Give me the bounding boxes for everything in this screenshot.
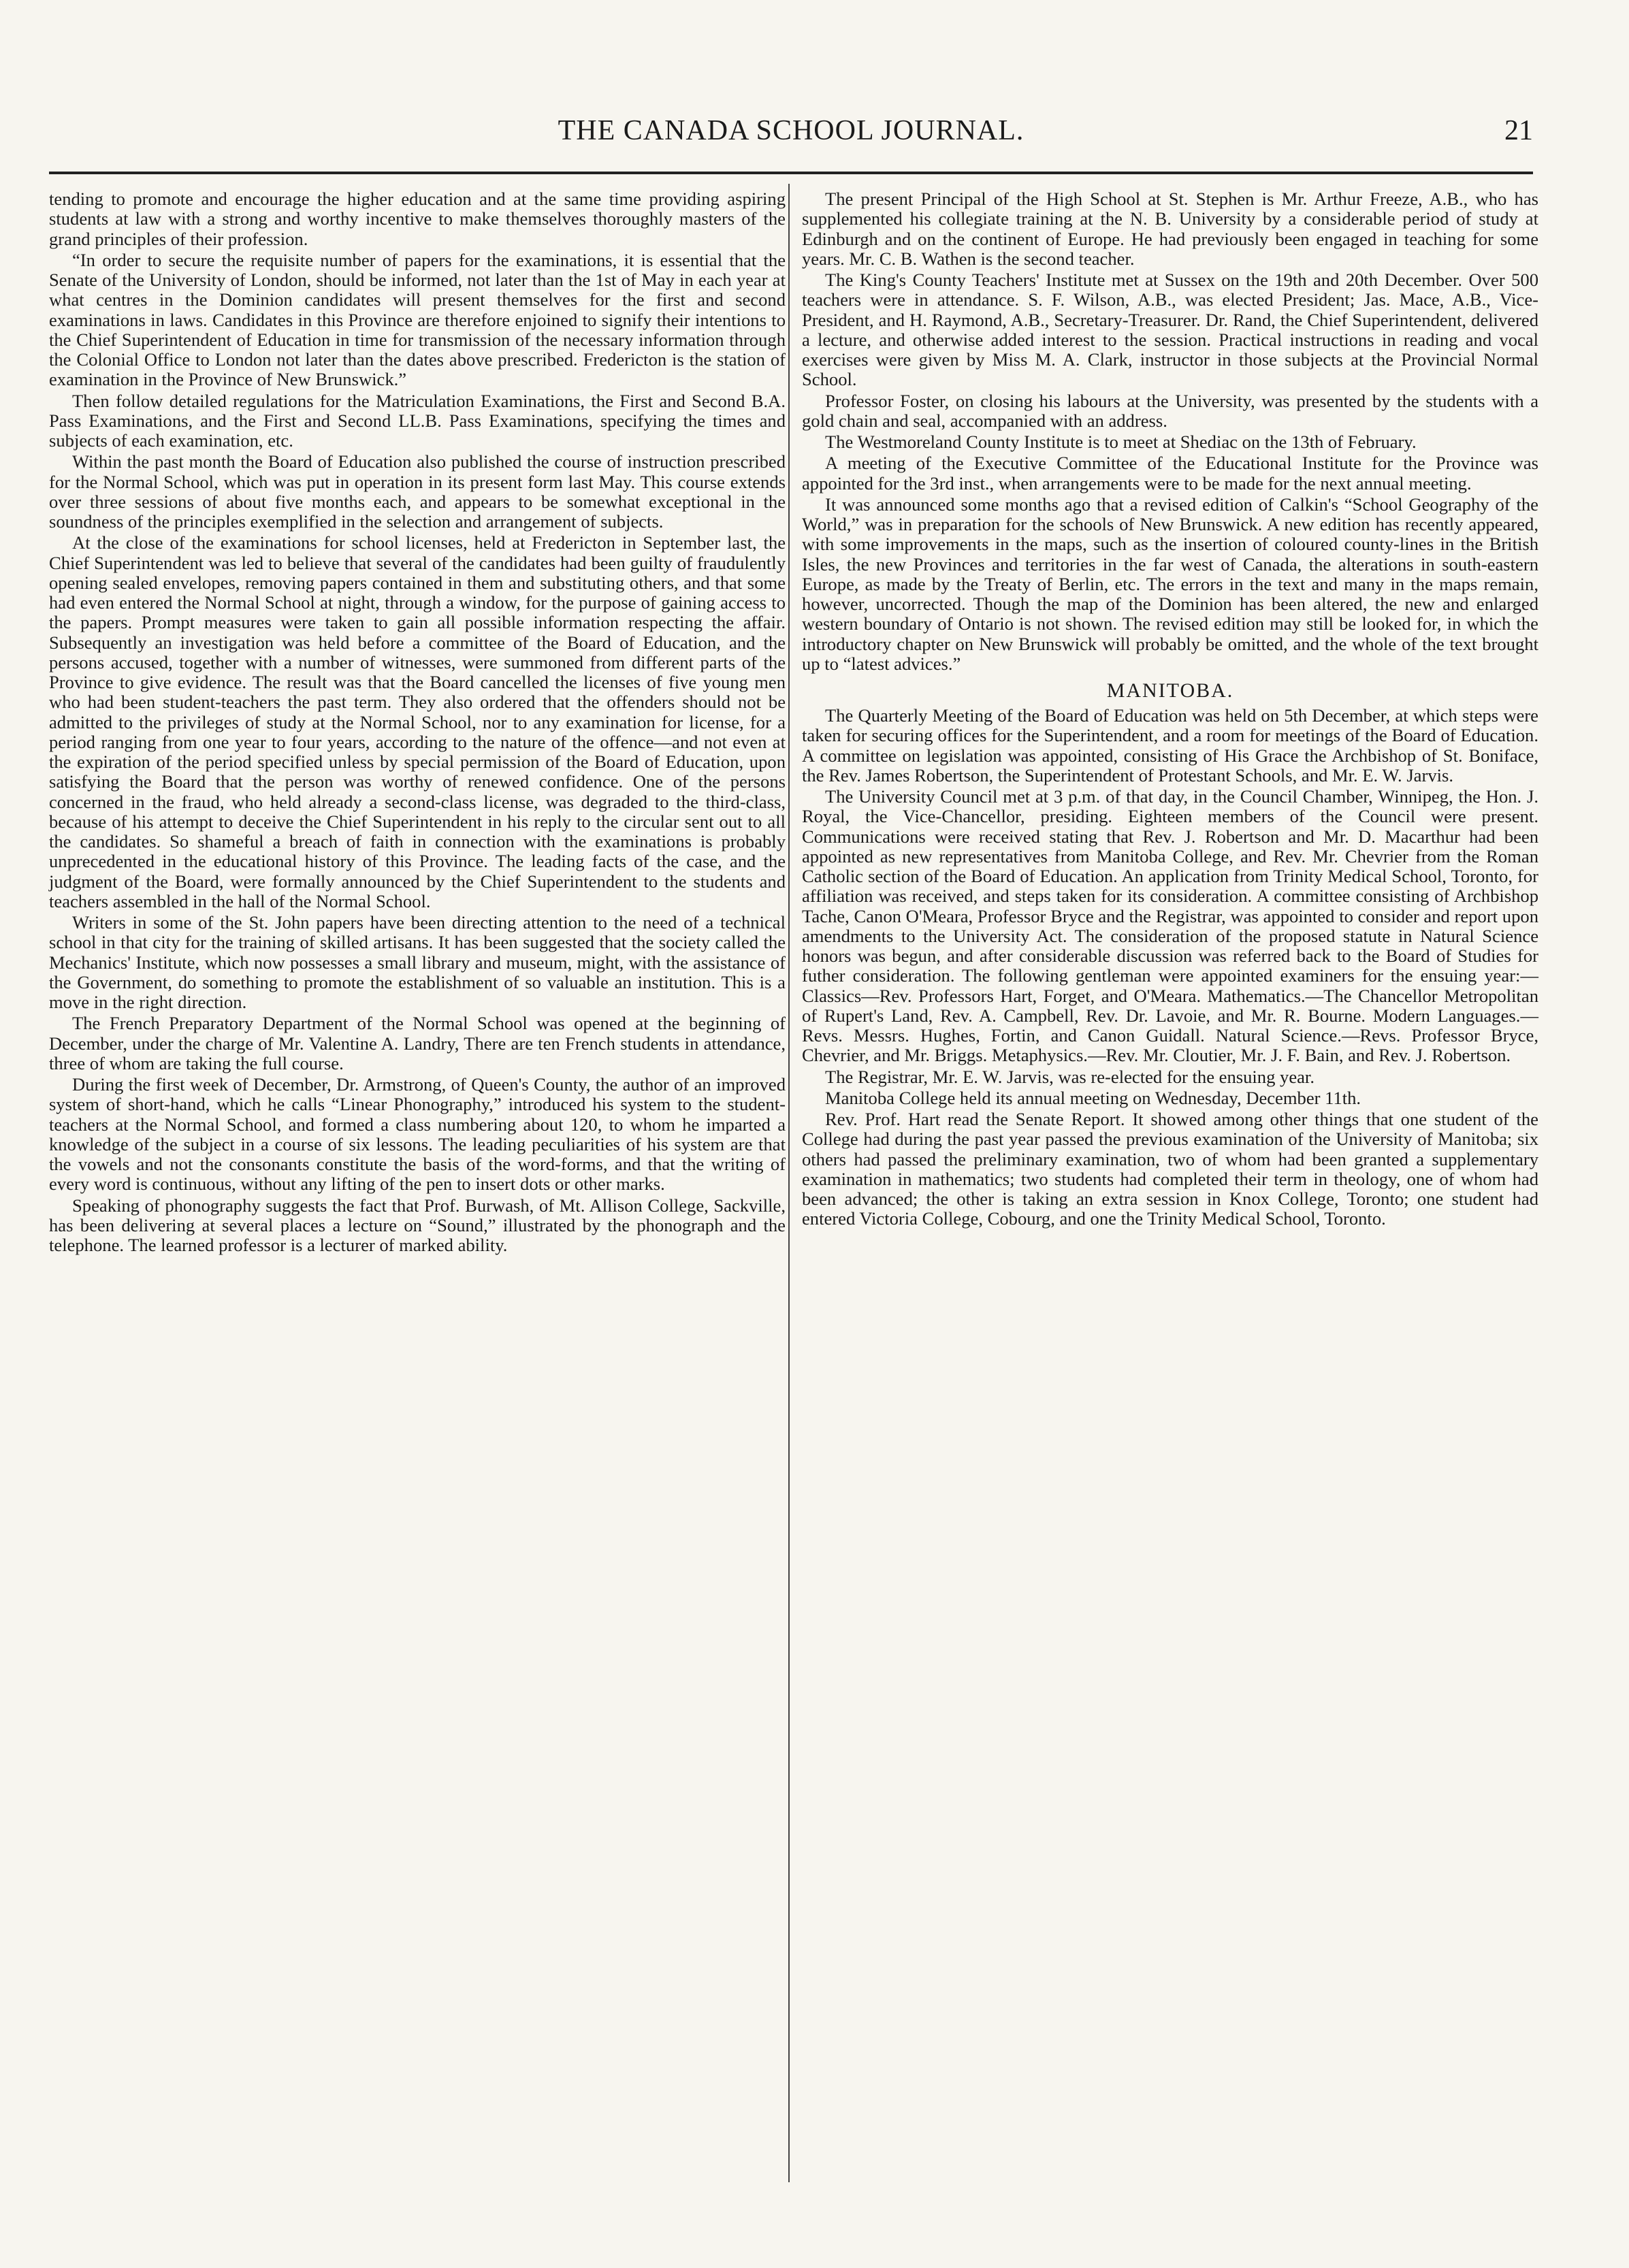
page-number: 21 <box>1504 115 1533 146</box>
paragraph: The present Principal of the High School at St. Stephen is Mr. Arthur Freeze, A.B., who has supplemented his collegiate training at the N. B. University by a considerable period of study at Edinburgh and on the continent of Europe. He had previously been engaged in teaching for some years. Mr. C. B. Wathen is the second teacher. <box>802 189 1538 269</box>
header-rule <box>49 172 1533 174</box>
paragraph: Then follow detailed regulations for the Matriculation Examinations, the First and Second B.A. Pass Examinations, and the First and Second LL.B. Pass Examinations, specifying the times and subjects of each examination, etc. <box>49 390 786 451</box>
paragraph: The Registrar, Mr. E. W. Jarvis, was re-elected for the ensuing year. <box>825 1066 1315 1087</box>
left-column <box>49 189 786 1255</box>
paragraph: The University Council met at 3 p.m. of that day, in the Council Chamber, Winnipeg, the Hon. J. Royal, the Vice-Chancellor, presiding. Eighteen members of the Council were present. Communications were received stating that Rev. J. Robertson and Mr. D. Macarthur had been appointed as new representatives from Manitoba College, and Rev. Mr. Chevrier from the Roman Catholic section of the Board of Education. An application from Trinity Medical School, Toronto, for affiliation was received, and steps taken for its consideration. A committee consisting of Archbishop Tache, Canon O'Meara, Professor Bryce and the Registrar, was appointed to consider and report upon amendments to the University Act. The consideration of the proposed statute in Natural Science honors was begun, and after considerable discussion was referred back to the Board of Studies for futher consideration. The following gentleman were appointed examiners for the ensuing year:—Classics—Rev. Professors Hart, Forget, and O'Meara. Mathematics.—The Chancellor Metropolitan of Rupert's Land, Rev. A. Campbell, Rev. Dr. Lavoie, and Mr. R. Bourne. Modern Languages.—Revs. Messrs. Hughes, Fortin, and Canon Guidall. Natural Science.—Revs. Professor Bryce, Chevrier, and Mr. Briggs. Metaphysics.—Rev. Mr. Cloutier, Mr. J. F. Bain, and Rev. J. Robertson. <box>802 786 1538 1066</box>
column-divider <box>788 184 790 2182</box>
paragraph: Within the past month the Board of Education also published the course of instruction prescribed for the Normal School, which was put in operation in its present form last May. This course extends over three sessions of about five months each, and appears to be somewhat exceptional in the soundness of the principles exemplified in the selection and arrangement of subjects. <box>49 451 786 532</box>
page-header <box>49 114 1533 162</box>
journal-title: THE CANADA SCHOOL JOURNAL. <box>558 115 1025 146</box>
paragraph: tending to promote and encourage the higher education and at the same time providing aspiring students at law with a strong and worthy incentive to make themselves thoroughly masters of the grand principles of their profession. <box>49 189 786 249</box>
paragraph: Writers in some of the St. John papers have been directing attention to the need of a technical school in that city for the training of skilled artisans. It has been suggested that the society called the Mechanics' Institute, which now possesses a small library and museum, might, with the assistance of the Government, do something to promote the establishment of so valuable an institution. This is a move in the right direction. <box>49 912 786 1012</box>
paragraph: It was announced some months ago that a revised edition of Calkin's “School Geography of the World,” was in preparation for the schools of New Brunswick. A new edition has recently appeared, with some improvements in the maps, such as the insertion of coloured county-lines in the British Isles, the new Provinces and territories in the far west of Canada, the alterations in south-eastern Europe, as made by the Treaty of Berlin, etc. The errors in the text and many in the maps remain, however, uncorrected. Though the map of the Dominion has been altered, the new and enlarged western boundary of Ontario is not shown. The revised edition may still be looked for, in which the introductory chapter on New Brunswick will probably be omitted, and the whole of the text brought up to “latest advices.” <box>802 493 1538 674</box>
paragraph: “In order to secure the requisite number of papers for the examinations, it is essential that the Senate of the University of London, should be informed, not later than the 1st of May in each year at what centres in the Dominion candidates will present themselves for the first and second examinations in laws. Candidates in this Province are therefore enjoined to signify their intentions to the Chief Superintendent of Education in time for transmission of the necessary information through the Colonial Office to London not later than the dates above prescribed. Fredericton is the station of examination in the Province of New Brunswick.” <box>49 249 786 390</box>
right-column <box>802 189 1538 1229</box>
paragraph: The Westmoreland County Institute is to meet at Shediac on the 13th of February. <box>825 432 1417 452</box>
paragraph: Professor Foster, on closing his labours at the University, was presented by the students with a gold chain and seal, accompanied with an address. <box>802 390 1538 431</box>
paragraph: The King's County Teachers' Institute met at Sussex on the 19th and 20th December. Over 500 teachers were in attendance. S. F. Wilson, A.B., was elected President; Jas. Mace, A.B., Vice-President, and H. Raymond, A.B., Secretary-Treasurer. Dr. Rand, the Chief Superintendent, delivered a lecture, and otherwise added interest to the session. Practical instructions in reading and vocal exercises were given by Miss M. A. Clark, instructor in those subjects at the Provincial Normal School. <box>802 270 1538 390</box>
paragraph: During the first week of December, Dr. Armstrong, of Queen's County, the author of an improved system of short-hand, which he calls “Linear Phonography,” introduced his system to the student-teachers at the Normal School, and formed a class numbering about 120, to whom he imparted a knowledge of the subject in a course of six lessons. The leading peculiarities of his system are that the vowels and not the consonants constitute the basis of the word-forms, and that the writing of every word is continuous, without any lifting of the pen to insert dots or other marks. <box>49 1074 786 1195</box>
paragraph: The Quarterly Meeting of the Board of Education was held on 5th December, at which steps were taken for securing offices for the Superintendent, and a room for meetings of the Board of Education. A committee on legislation was appointed, consisting of His Grace the Archbishop of St. Boniface, the Rev. James Robertson, the Superintendent of Protestant Schools, and Mr. E. W. Jarvis. <box>802 705 1538 785</box>
paragraph: The French Preparatory Department of the Normal School was opened at the beginning of December, under the charge of Mr. Valentine A. Landry, There are ten French students in attendance, three of whom are taking the full course. <box>49 1013 786 1073</box>
paragraph: Rev. Prof. Hart read the Senate Report. It showed among other things that one student of the College had during the past year passed the previous examination of the University of Manitoba; six others had passed the preliminary examination, two of whom had been granted a supplementary examination in mathematics; two students had completed their term in theology, one of whom had been advanced; the other is taking an extra session in Knox College, Toronto; one student had entered Victoria College, Cobourg, and one the Trinity Medical School, Toronto. <box>802 1109 1538 1229</box>
paragraph: Manitoba College held its annual meeting on Wednesday, December 11th. <box>825 1087 1361 1108</box>
paragraph: Speaking of phonography suggests the fact that Prof. Burwash, of Mt. Allison College, Sackville, has been delivering at several places a lecture on “Sound,” illustrated by the phonograph and the telephone. The learned professor is a lecturer of marked ability. <box>49 1195 786 1255</box>
paragraph: A meeting of the Executive Committee of the Educational Institute for the Province was appointed for the 3rd inst., when arrangements were to be made for the next annual meeting. <box>802 453 1538 493</box>
section-heading-manitoba: MANITOBA. <box>1106 679 1234 702</box>
paragraph: At the close of the examinations for school licenses, held at Fredericton in September last, the Chief Superintendent was led to believe that several of the candidates had been guilty of fraudulently opening sealed envelopes, removing papers contained in them and substituting others, and that some had even entered the Normal School at night, through a window, for the purpose of gaining access to the papers. Prompt measures were taken to gain all possible information respecting the affair. Subsequently an investigation was held before a committee of the Board of Education, and the persons accused, together with a number of witnesses, were summoned from different parts of the Province to give evidence. The result was that the Board cancelled the licenses of five young men who had been student-teachers the past term. They also ordered that the offenders should not be admitted to the privileges of study at the Normal School, nor to any examination for license, for a period ranging from one year to four years, according to the nature of the offence—and not even at the expiration of the period specified unless by special permission of the Board of Education, upon satisfying the Board that the person was worthy of renewed confidence. One of the persons concerned in the fraud, who held already a second-class license, was degraded to the third-class, because of his attempt to deceive the Chief Superintendent in his reply to the circular sent out to all the candidates. So shameful a breach of faith in connection with the examinations is probably unprecedented in the educational history of this Province. The leading facts of the case, and the judgment of the Board, were formally announced by the Chief Superintendent to the students and teachers assembled in the hall of the Normal School. <box>49 532 786 911</box>
